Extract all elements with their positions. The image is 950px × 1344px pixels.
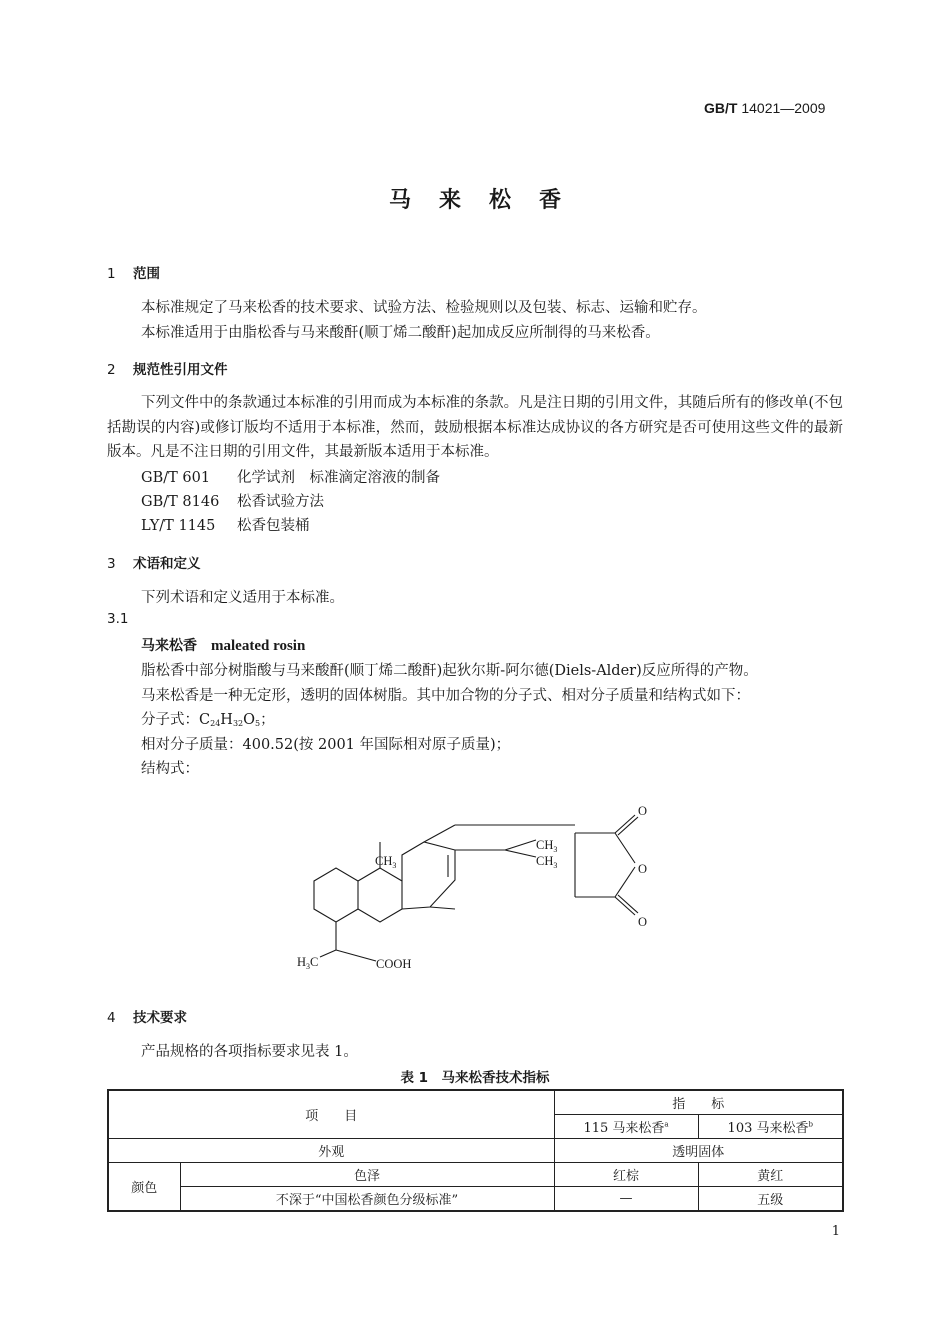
reference-code: GB/T 8146 [141,494,220,510]
row-label: 色泽 [180,1163,554,1187]
footnote-mark: b [808,1120,813,1129]
formula-end: ； [260,712,275,728]
standard-prefix: GB/T [704,100,738,116]
reference-item [141,466,440,487]
reference-code: LY/T 1145 [141,518,216,534]
header-grade-b [698,1115,843,1139]
term-chinese: 马来松香 [141,638,197,654]
formula-subscript: 32 [232,719,244,728]
section-number: 2 [107,362,116,378]
atom-labels [297,804,647,971]
section-number: 1 [107,266,116,282]
reference-item [141,514,310,535]
methyl-label: $H_3C$ [297,955,319,971]
reference-title: 松香包装桶 [237,518,310,534]
section-2-heading [107,358,228,378]
section-1-heading [107,262,160,282]
paragraph: 本标准规定了马来松香的技术要求、试验方法、检验规则以及包装、标志、运输和贮存。 [141,300,707,316]
oxygen-label: O [638,915,648,929]
paragraph: 产品规格的各项指标要求见表 1。 [141,1044,358,1060]
row-value: 红棕 [554,1163,698,1187]
row-label: 外观 [108,1139,554,1163]
section-3-heading [107,552,201,572]
row-group-label: 颜色 [108,1163,180,1212]
section-title: 范围 [133,266,160,282]
section-title: 技术要求 [133,1010,187,1026]
row-value: 黄红 [698,1163,843,1187]
definition: 脂松香中部分树脂酸与马来酸酐(顺丁烯二酸酐)起狄尔斯-阿尔德(Diels-Alder)反应所得的产物。 [141,663,758,679]
header-grade-a [554,1115,698,1139]
section-title: 术语和定义 [133,556,201,572]
document-title: 马来松香 [388,188,589,213]
section-title: 规范性引用文件 [133,362,228,378]
oxygen-label: O [638,862,648,876]
table-header-row [108,1090,843,1115]
header-index: 指 标 [554,1090,843,1115]
reference-item [141,490,324,511]
formula-label: 分子式： [141,712,199,728]
term-english: maleated rosin [211,638,306,654]
carboxyl-label: COOH [376,957,412,971]
reference-title: 松香试验方法 [237,494,324,510]
formula-element: O [243,712,256,728]
paragraph: 下列文件中的条款通过本标准的引用而成为本标准的条款。凡是注日期的引用文件，其随后所有的修改单(不包括勘误的内容)或修订版均不适用于本标准，然而，鼓励根据本标准达成协议的各方研究是否可使用这些文件的最新版本。凡是不注日期的引用文件，其最新版本适用于本标准。 [107,395,843,460]
definition: 马来松香是一种无定形，透明的固体树脂。其中加合物的分子式、相对分子质量和结构式如下： [141,688,750,704]
section-4-heading [107,1006,187,1026]
page-number: 1 [831,1224,840,1239]
molecular-formula [141,708,275,729]
formula-subscript: 5 [255,719,261,728]
standard-code [704,100,825,116]
paragraph: 本标准适用于由脂松香与马来酸酐(顺丁烯二酸酐)起加成反应所制得的马来松香。 [141,325,660,341]
formula-element: H [220,712,233,728]
molecular-mass: 相对分子质量：400.52(按 2001 年国际相对原子质量)； [141,737,511,753]
bonds [314,815,638,961]
row-value: — [554,1187,698,1212]
reference-code: GB/T 601 [141,470,211,486]
grade-label: 103 马来松香 [727,1121,809,1136]
footnote-mark: a [664,1120,669,1129]
standard-number: 14021—2009 [741,100,826,116]
table-caption: 表 1 马来松香技术指标 [400,1070,550,1086]
formula-element: C [199,712,211,728]
header-item: 项 目 [108,1090,554,1139]
structure-label: 结构式： [141,761,199,777]
row-value: 透明固体 [554,1139,843,1163]
methyl-label: $CH_3$ [536,838,558,854]
grade-label: 115 马来松香 [583,1121,665,1136]
methyl-label: $CH_3$ [375,854,397,870]
section-number: 3 [107,556,116,572]
table-row [108,1139,843,1163]
oxygen-label: O [638,804,648,818]
table-row [108,1187,843,1212]
formula-subscript: 24 [210,719,221,728]
methyl-label: $CH_3$ [536,854,558,870]
row-value: 五级 [698,1187,843,1212]
structural-formula [290,795,670,985]
subclause-number: 3.1 [107,611,129,627]
table-row [108,1163,843,1187]
paragraph: 下列术语和定义适用于本标准。 [141,590,344,606]
row-label: 不深于“中国松香颜色分级标准” [180,1187,554,1212]
section-number: 4 [107,1010,116,1026]
reference-title: 化学试剂 标准滴定溶液的制备 [237,470,440,486]
term-entry [141,635,305,655]
spec-table [107,1089,844,1212]
